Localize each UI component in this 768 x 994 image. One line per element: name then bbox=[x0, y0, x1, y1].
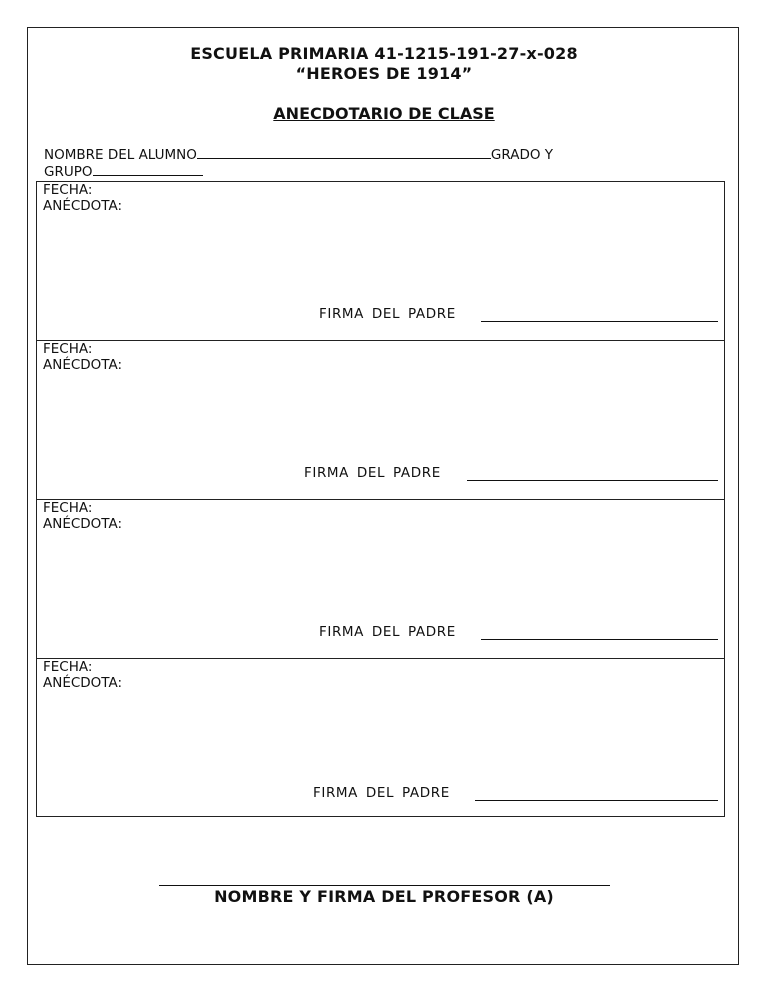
anecdote-entry bbox=[37, 659, 724, 818]
group-label: GRUPO bbox=[44, 164, 93, 180]
date-label: FECHA: bbox=[43, 500, 93, 516]
anecdote-table bbox=[36, 181, 725, 817]
parent-signature-label: FIRMA DEL PADRE bbox=[304, 465, 441, 481]
parent-signature-label: FIRMA DEL PADRE bbox=[313, 785, 450, 801]
student-name-label: NOMBRE DEL ALUMNO bbox=[44, 147, 197, 163]
anecdote-entry bbox=[37, 341, 724, 500]
group-field[interactable] bbox=[93, 163, 203, 176]
anecdote-label: ANÉCDOTA: bbox=[43, 357, 123, 373]
parent-signature-field[interactable] bbox=[467, 467, 718, 481]
school-name: “HEROES DE 1914” bbox=[295, 64, 473, 83]
date-label: FECHA: bbox=[43, 341, 93, 357]
group-row bbox=[44, 163, 203, 180]
anecdote-entry bbox=[37, 500, 724, 659]
school-line: ESCUELA PRIMARIA 41-1215-191-27-x-028 bbox=[190, 44, 578, 63]
parent-signature-label: FIRMA DEL PADRE bbox=[319, 624, 456, 640]
anecdote-label: ANÉCDOTA: bbox=[43, 675, 123, 691]
student-name-row bbox=[44, 146, 553, 163]
date-label: FECHA: bbox=[43, 659, 93, 675]
anecdote-label: ANÉCDOTA: bbox=[43, 198, 123, 214]
anecdote-label: ANÉCDOTA: bbox=[43, 516, 123, 532]
parent-signature-field[interactable] bbox=[481, 626, 718, 640]
parent-signature-field[interactable] bbox=[475, 787, 718, 801]
grade-label: GRADO Y bbox=[490, 147, 554, 163]
teacher-signature-field[interactable] bbox=[159, 885, 610, 886]
parent-signature-field[interactable] bbox=[481, 308, 718, 322]
date-label: FECHA: bbox=[43, 182, 93, 198]
teacher-signature-label: NOMBRE Y FIRMA DEL PROFESOR (A) bbox=[214, 887, 554, 906]
anecdote-entry bbox=[37, 182, 724, 341]
parent-signature-label: FIRMA DEL PADRE bbox=[319, 306, 456, 322]
form-title: ANECDOTARIO DE CLASE bbox=[273, 104, 495, 123]
student-name-field[interactable] bbox=[197, 146, 491, 159]
